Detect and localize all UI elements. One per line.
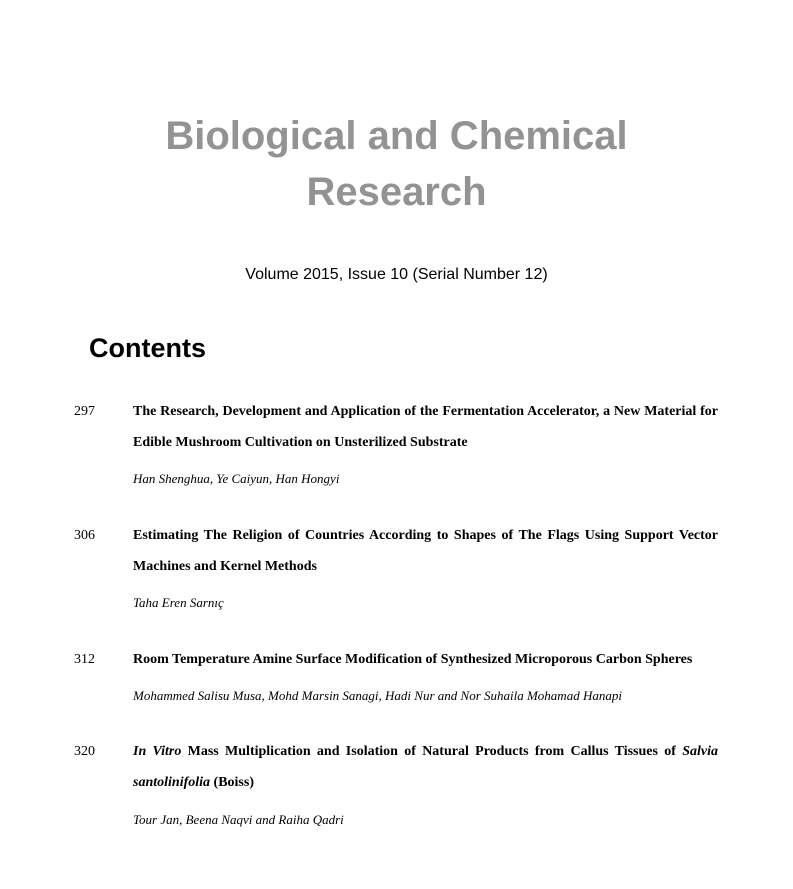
toc-article-title[interactable]: Room Temperature Amine Surface Modification of Synthesized Microporous Carbon Spheres [133, 652, 693, 667]
contents-heading: Contents [89, 333, 206, 363]
toc-page-number: 306 [74, 528, 95, 543]
toc-authors: Taha Eren Sarnıç [133, 595, 224, 610]
toc-title-text: (Boiss) [210, 775, 254, 790]
toc-title-text: Mass Multiplication and Isolation of Natural Products from Callus Tissues of [181, 744, 683, 759]
toc-authors: Han Shenghua, Ye Caiyun, Han Hongyi [133, 471, 340, 486]
journal-title-line2: Research [306, 170, 487, 214]
journal-title [0, 108, 793, 220]
toc-authors: Mohammed Salisu Musa, Mohd Marsin Sanagi, Hadi Nur and Nor Suhaila Mohamad Hanapi [133, 688, 622, 703]
toc-article-title[interactable]: Estimating The Religion of Countries According to Shapes of The Flags Using Support Vector Machines and Kernel Methods [133, 528, 718, 574]
toc-page-number: 297 [74, 404, 95, 419]
toc-title-italic: In Vitro [133, 744, 182, 759]
toc-article-title[interactable]: The Research, Development and Application of the Fermentation Accelerator, a New Material for Edible Mushroom Cultivation on Unsterilized Substrate [133, 404, 718, 450]
toc-title-italic: Salvia santolinifolia [133, 744, 718, 790]
journal-title-line1: Biological and Chemical [165, 114, 628, 158]
toc-page-number: 312 [74, 652, 95, 667]
toc-authors: Tour Jan, Beena Naqvi and Raiha Qadri [133, 812, 344, 827]
toc-page-number: 320 [74, 744, 95, 759]
toc-article-title[interactable] [133, 736, 718, 798]
volume-info: Volume 2015, Issue 10 (Serial Number 12) [245, 266, 548, 283]
